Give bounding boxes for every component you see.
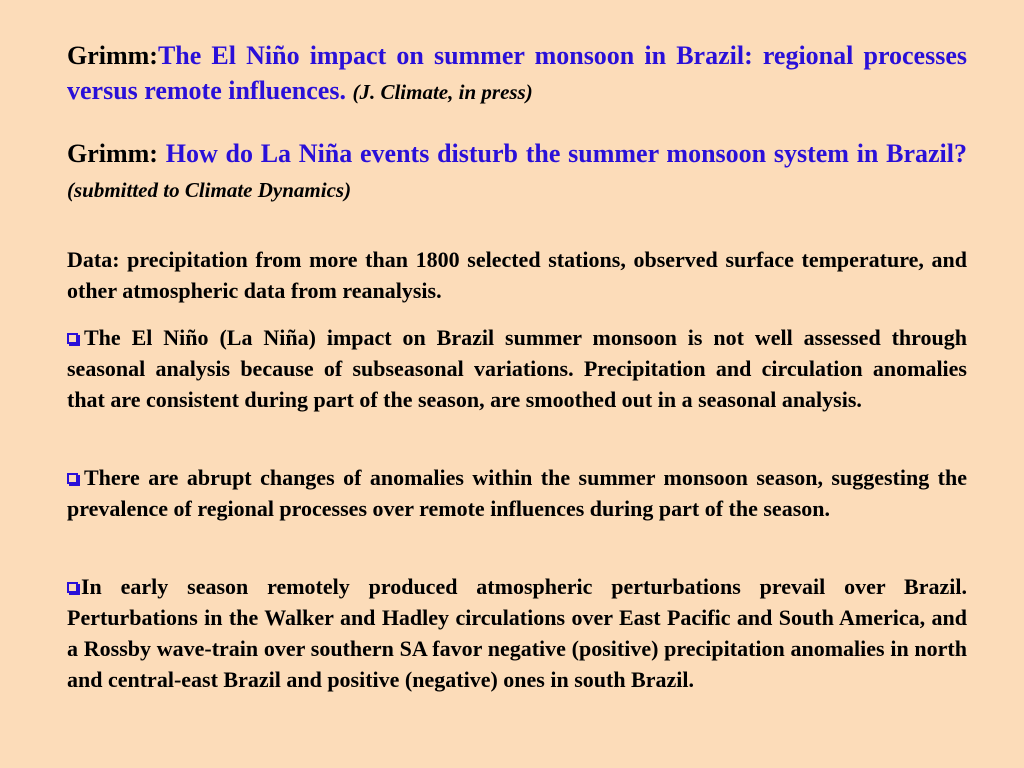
reference-1-note: (J. Climate, in press) xyxy=(352,80,533,104)
reference-2 xyxy=(67,136,967,208)
bullet-3 xyxy=(67,571,967,695)
reference-2-title: How do La Niña events disturb the summer monsoon system in Brazil? xyxy=(165,139,968,168)
reference-2-author: Grimm: xyxy=(67,139,158,168)
reference-1-author: Grimm: xyxy=(67,41,158,70)
bullet-3-text: In early season remotely produced atmospheric perturbations prevail over Brazil. Perturbations in the Walker and Hadley circulations over East Pacific and South America, and a Rossby wave-train over southern SA favor negative (positive) precipitation anomalies in north and central-east Brazil and positive (negative) ones in south Brazil. xyxy=(67,574,967,692)
hollow-square-bullet-icon xyxy=(67,473,78,484)
data-statement: Data: precipitation from more than 1800 selected stations, observed surface temperature, and other atmospheric data from reanalysis. xyxy=(67,247,967,303)
reference-1 xyxy=(67,0,967,110)
bullet-2 xyxy=(67,462,967,524)
reference-2-note: (submitted to Climate Dynamics) xyxy=(67,178,352,202)
bullet-2-text: There are abrupt changes of anomalies within the summer monsoon season, suggesting the prevalence of regional processes over remote influences during part of the season. xyxy=(67,465,967,521)
bullet-1-text: The El Niño (La Niña) impact on Brazil summer monsoon is not well assessed through seasonal analysis because of subseasonal variations. Precipitation and circulation anomalies that are consistent during part of the season, are smoothed out in a seasonal analysis. xyxy=(67,325,967,412)
hollow-square-bullet-icon xyxy=(67,333,78,344)
hollow-square-bullet-icon xyxy=(67,582,78,593)
reference-1-title: The El Niño impact on summer monsoon in Brazil: regional processes versus remote influences. xyxy=(67,41,967,105)
bullet-1 xyxy=(67,322,967,415)
